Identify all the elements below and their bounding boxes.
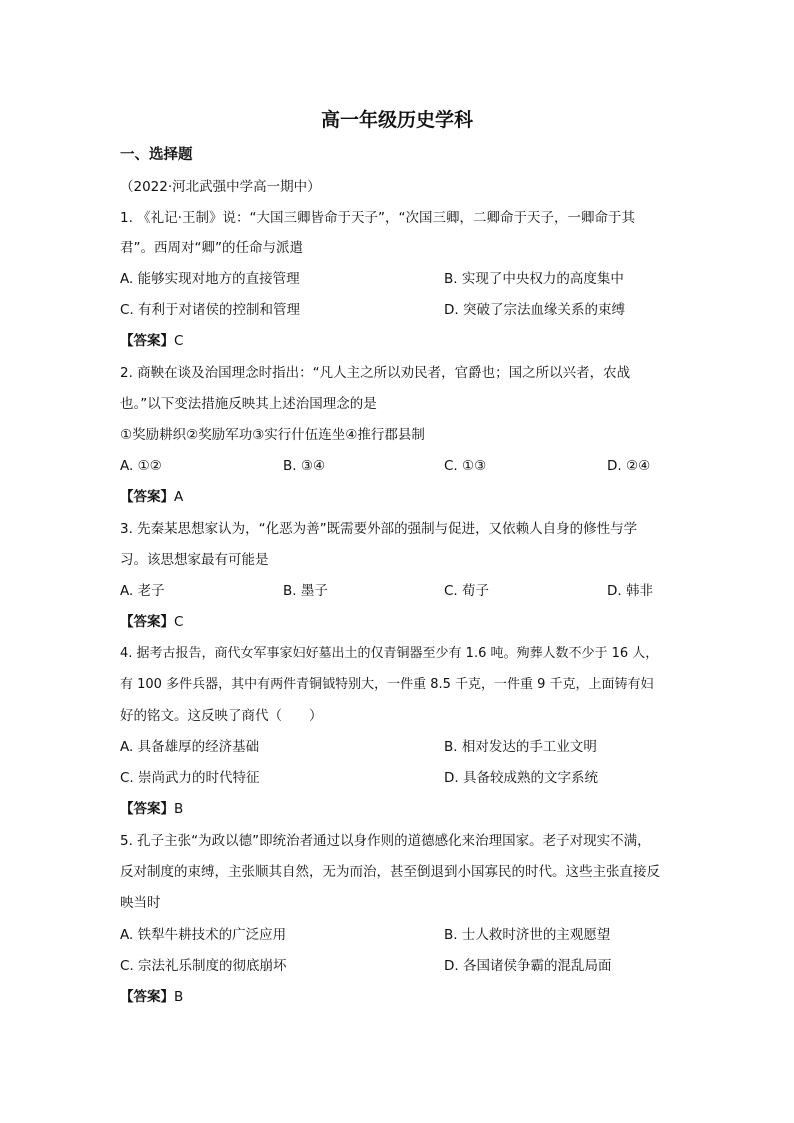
q1-line-1: 1. 《礼记·王制》说：“大国三卿皆命于天子”，“次国三卿，二卿命于天子，一卿命于其 (120, 210, 635, 226)
q5-option-d: D. 各国诸侯争霸的混乱局面 (444, 958, 612, 974)
question-source: （2022·河北武强中学高一期中） (120, 179, 321, 195)
q3-answer (120, 613, 183, 631)
answer-label: 【答案】 (120, 489, 174, 505)
q5-option-a: A. 铁犁牛耕技术的广泛应用 (120, 927, 287, 943)
q1-option-c: C. 有利于对诸侯的控制和管理 (120, 302, 301, 318)
answer-value: B (174, 989, 184, 1005)
q4-line-1: 4. 据考古报告，商代女军事家妇好墓出土的仅青铜器至少有 1.6 吨。殉葬人数不少于 16 人， (120, 646, 659, 661)
q5-option-b: B. 士人救时济世的主观愿望 (444, 927, 611, 943)
q2-option-a: A. ①② (120, 458, 162, 474)
q3-line-1: 3. 先秦某思想家认为，“化恶为善”既需要外部的强制与促进，又依赖人自身的修性与学 (120, 521, 638, 537)
q1-option-a: A. 能够实现对地方的直接管理 (120, 271, 300, 287)
answer-label: 【答案】 (120, 801, 174, 817)
page-title: 高一年级历史学科 (320, 109, 473, 131)
q4-line-2: 有 100 多件兵器，其中有两件青铜钺特别大，一件重 8.5 千克，一件重 9 千克，上面铸有妇 (120, 677, 654, 692)
q5-line-2: 反对制度的束缚，主张顺其自然，无为而治，甚至倒退到小国寡民的时代。这些主张直接反 (120, 864, 660, 880)
q5-line-1: 5. 孔子主张“为政以德”即统治者通过以身作则的道德感化来治理国家。老子对现实不满， (120, 833, 651, 849)
answer-value: C (174, 614, 184, 630)
q1-option-b: B. 实现了中央权力的高度集中 (444, 271, 624, 287)
q1-line-2: 君”。西周对“卿”的任命与派遣 (120, 240, 303, 256)
q3-option-c: C. 荀子 (444, 583, 490, 599)
q1-answer (120, 332, 183, 350)
q5-line-3: 映当时 (120, 895, 161, 911)
answer-value: A (174, 489, 184, 505)
q3-option-a: A. 老子 (120, 583, 165, 599)
q2-answer (120, 488, 183, 506)
q2-line-1: 2. 商鞅在谈及治国理念时指出：“凡人主之所以劝民者，官爵也；国之所以兴者，农战 (120, 365, 631, 381)
answer-value: C (174, 333, 184, 349)
q2-line-2: 也。”以下变法措施反映其上述治国理念的是 (120, 396, 377, 412)
q4-answer (120, 800, 183, 818)
q4-option-b: B. 相对发达的手工业文明 (444, 739, 597, 755)
answer-label: 【答案】 (120, 989, 174, 1005)
q4-option-d: D. 具备较成熟的文字系统 (444, 770, 598, 786)
answer-value: B (174, 801, 184, 817)
q2-option-b: B. ③④ (283, 458, 326, 474)
q2-option-d: D. ②④ (607, 458, 651, 474)
q3-line-2: 习。该思想家最有可能是 (120, 552, 269, 568)
answer-label: 【答案】 (120, 614, 174, 630)
q5-option-c: C. 宗法礼乐制度的彻底崩坏 (120, 958, 287, 974)
q4-option-a: A. 具备雄厚的经济基础 (120, 739, 260, 755)
q2-option-c: C. ①③ (444, 458, 487, 474)
q5-answer (120, 988, 183, 1006)
q3-option-b: B. 墨子 (283, 583, 328, 599)
q4-option-c: C. 崇尚武力的时代特征 (120, 770, 260, 786)
q4-line-3: 好的铭文。这反映了商代（ ） (120, 708, 323, 724)
q2-line-3: ①奖励耕织②奖励军功③实行什伍连坐④推行郡县制 (120, 427, 425, 443)
answer-label: 【答案】 (120, 333, 174, 349)
q3-option-d: D. 韩非 (607, 583, 653, 599)
q1-option-d: D. 突破了宗法血缘关系的束缚 (444, 302, 625, 318)
section-heading: 一、选择题 (120, 147, 193, 163)
